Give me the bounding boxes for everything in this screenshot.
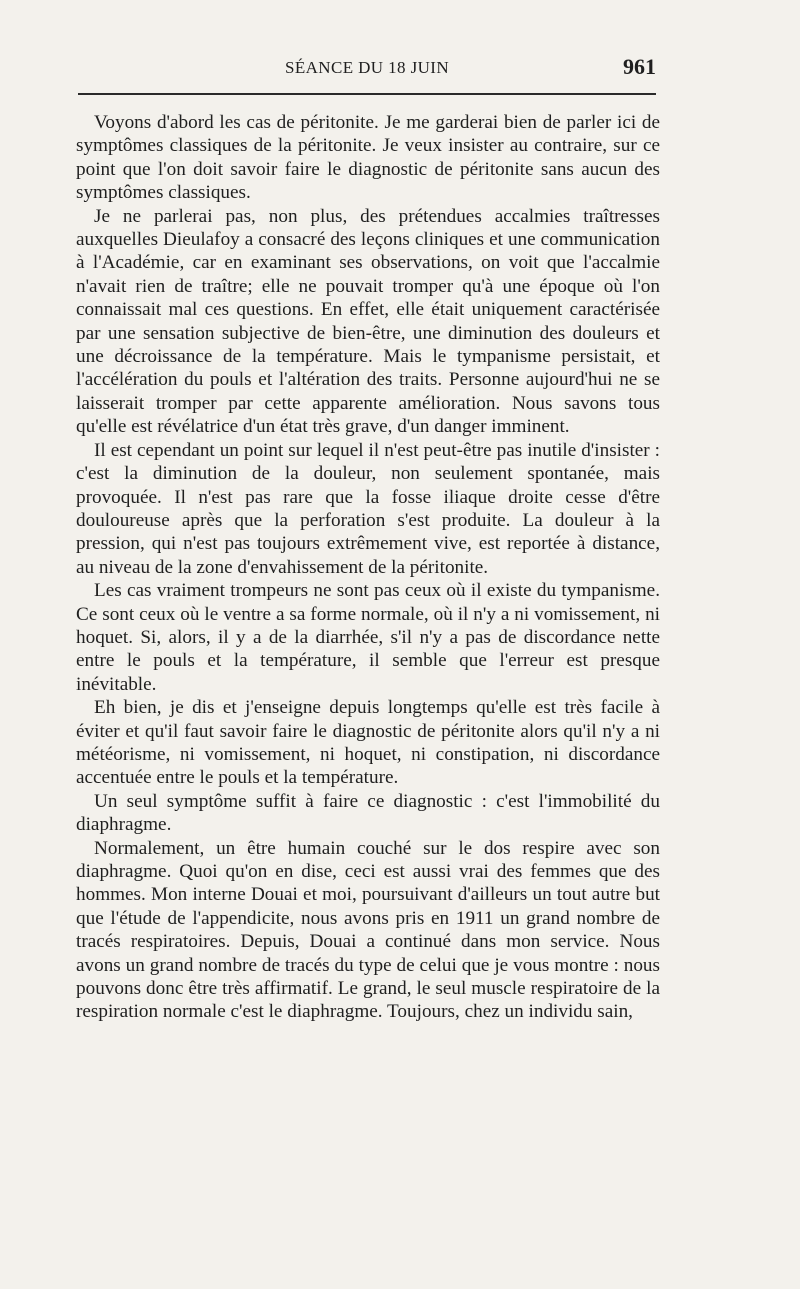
paragraph: Les cas vraiment trompeurs ne sont pas ceux où il existe du tympanisme. Ce sont ceux où le ventre a sa forme normale, où il n'y a ni vomissement, ni hoquet. Si, alors, il y a de la diarrhée, s'il n'y a pas de discordance nette entre le pouls et la température, il semble que l'erreur est presque inévitable.: [76, 580, 660, 695]
header-rule: [78, 93, 656, 95]
paragraph: Normalement, un être humain couché sur le dos respire avec son diaphragme. Quoi qu'on en dise, ceci est aussi vrai des femmes que des hommes. Mon interne Douai et moi, poursuivant d'ailleurs un tout autre but que l'étude de l'appendicite, nous avons pris en 1911 un grand nombre de tracés respiratoires. Depuis, Douai a continué dans mon service. Nous avons un grand nombre de tracés du type de celui que je vous montre : nous pouvons donc être très affirmatif. Le grand, le seul muscle respiratoire de la respiration normale c'est le diaphragme. Toujours, chez un individu sain,: [76, 837, 660, 1023]
paragraph: Je ne parlerai pas, non plus, des prétendues accalmies traîtresses auxquelles Dieulafoy a consacré des leçons cliniques et une communication à l'Académie, car en examinant ses observations, on voit que l'accalmie n'avait rien de traître; elle ne pouvait tromper qu'à une époque où l'on connaissait mal ces questions. En effet, elle était uniquement caractérisée par une sensation subjective de bien-être, une diminution des douleurs et une décroissance de la température. Mais le tympanisme persistait, et l'accélération du pouls et l'altération des traits. Personne aujourd'hui ne se laisserait tromper par cette apparente amélioration. Nous savons tous qu'elle est révélatrice d'un état très grave, d'un danger imminent.: [76, 205, 660, 438]
body-text: [76, 111, 660, 1024]
running-title: SÉANCE DU 18 JUIN: [284, 58, 450, 77]
paragraph: Voyons d'abord les cas de péritonite. Je me garderai bien de parler ici de symptômes classiques de la péritonite. Je veux insister au contraire, sur ce point que l'on doit savoir faire le diagnostic de péritonite sans aucun des symptômes classiques.: [76, 112, 660, 204]
paragraph: Un seul symptôme suffit à faire ce diagnostic : c'est l'immobilité du diaphragme.: [76, 790, 660, 836]
paragraph: Il est cependant un point sur lequel il n'est peut-être pas inutile d'insister : c'est la diminution de la douleur, non seulement spontanée, mais provoquée. Il n'est pas rare que la fosse iliaque droite cesse d'être douloureuse après que la perforation s'est produite. La douleur à la pression, qui n'est pas toujours extrêmement vive, est reportée à distance, au niveau de la zone d'envahissement de la péritonite.: [76, 439, 660, 578]
page-number: 961: [623, 54, 656, 79]
running-header: [78, 54, 656, 80]
paragraph: Eh bien, je dis et j'enseigne depuis longtemps qu'elle est très facile à éviter et qu'il faut savoir faire le diagnostic de péritonite alors qu'il n'y a ni météorisme, ni vomissement, ni hoquet, ni constipation, ni discordance accentuée entre le pouls et la température.: [76, 697, 660, 789]
